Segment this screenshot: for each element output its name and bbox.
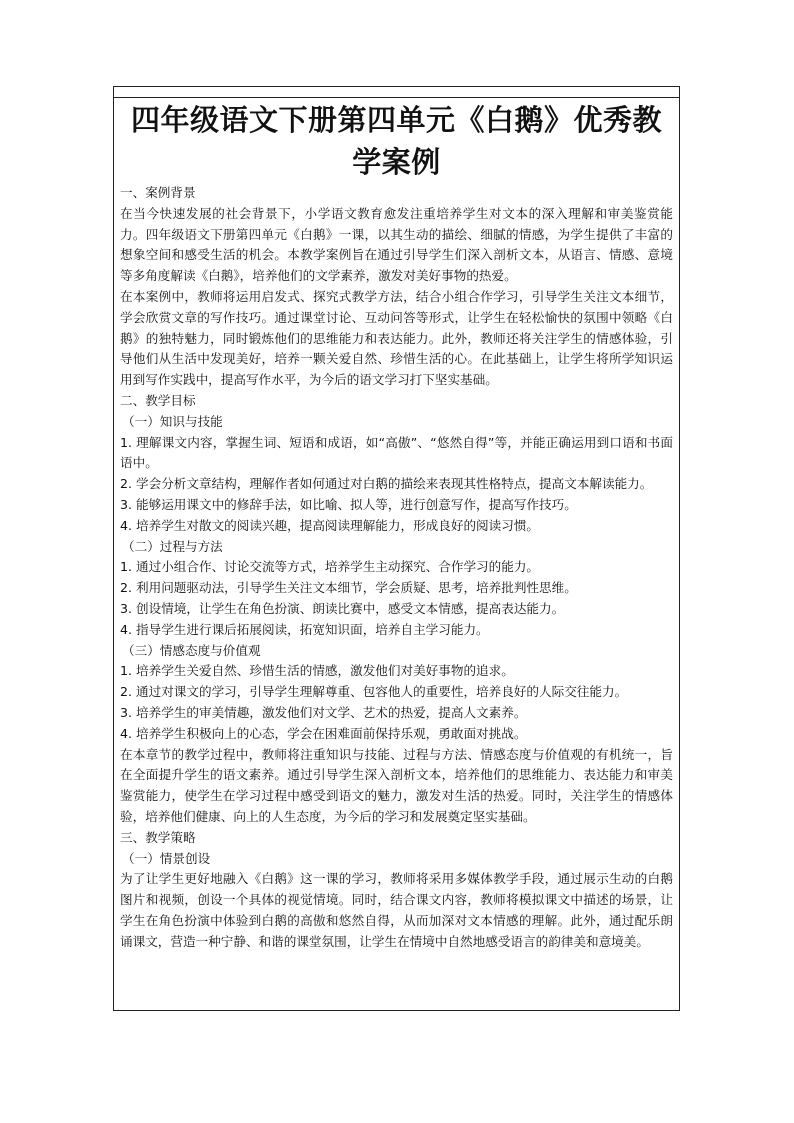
list-item: 3. 创设情境，让学生在角色扮演、朗读比赛中，感受文本情感，提高表达能力。: [120, 600, 565, 616]
list-item: 4. 培养学生对散文的阅读兴趣，提高阅读理解能力，形成良好的阅读习惯。: [120, 517, 540, 533]
subheading-process-methods: （二）过程与方法: [122, 538, 223, 554]
list-item: 2. 利用问题驱动法，引导学生关注文本细节，学会质疑、思考，培养批判性思维。: [120, 580, 577, 596]
background-paragraph-2: 在本案例中，教师将运用启发式、探究式教学方法，结合小组合作学习，引导学生关注文本细节，学会欣赏文章的写作技巧。通过课堂讨论、互动问答等形式，让学生在轻松愉快的氛围中领略《白鹅》的独特魅力，同时锻炼他们的思维能力和表达能力。此外，教师还将关注学生的情感体验，引导他们从生活中发现美好，培养一颗关爱自然、珍惜生活的心。在此基础上，让学生将所学知识运用到写作实践中，提高写作水平，为今后的语文学习打下坚实基础。: [120, 288, 673, 388]
list-item: 4. 培养学生积极向上的心态，学会在困难面前保持乐观，勇敢面对挑战。: [120, 725, 527, 741]
list-item: 4. 指导学生进行课后拓展阅读，拓宽知识面，培养自主学习能力。: [120, 621, 489, 637]
objectives-closing-paragraph: 在本章节的教学过程中，教师将注重知识与技能、过程与方法、情感态度与价值观的有机统一，旨在全面提升学生的语文素养。通过引导学生深入剖析文本，培养他们的思维能力、表达能力和审美鉴赏能力，使学生在学习过程中感受到语文的魅力，激发对生活的热爱。同时，关注学生的情感体验，培养他们健康、向上的人生态度，为今后的学习和发展奠定坚实基础。: [120, 746, 673, 824]
subheading-knowledge-skills: （一）知识与技能: [122, 413, 223, 429]
top-rule: [114, 97, 679, 98]
document-content: [120, 99, 673, 952]
document-frame: [113, 86, 680, 1011]
background-paragraph-1: 在当今快速发展的社会背景下，小学语文教育愈发注重培养学生对文本的深入理解和审美鉴赏能力。四年级语文下册第四单元《白鹅》一课，以其生动的描绘、细腻的情感，为学生提供了丰富的想象空间和感受生活的机会。本教学案例旨在通过引导学生们深入剖析文本，从语言、情感、意境等多角度解读《白鹅》，培养他们的文学素养，激发对美好事物的热爱。: [120, 205, 673, 284]
list-item: 3. 培养学生的审美情趣，激发他们对文学、艺术的热爱，提高人文素养。: [120, 704, 527, 720]
subheading-scenario-creation: （一）情景创设: [122, 850, 211, 866]
list-item: 2. 学会分析文章结构，理解作者如何通过对白鹅的描绘来表现其性格特点，提高文本解读能力。: [120, 476, 653, 492]
scenario-paragraph: 为了让学生更好地融入《白鹅》这一课的学习，教师将采用多媒体教学手段，通过展示生动的白鹅图片和视频，创设一个具体的视觉情境。同时，结合课文内容，教师将模拟课文中描述的场景，让学生在角色扮演中体验到白鹅的高傲和悠然自得，从而加深对文本情感的理解。此外，通过配乐朗诵课文，营造一种宁静、和谐的课堂氛围，让学生在情境中自然地感受语言的韵律美和意境美。: [120, 871, 673, 949]
list-item: 1. 理解课文内容，掌握生词、短语和成语，如“高傲”、“悠然自得”等，并能正确运用到口语和书面语中。: [120, 434, 673, 471]
section-heading-background: 一、案例背景: [120, 185, 196, 200]
list-item: 1. 通过小组合作、讨论交流等方式，培养学生主动探究、合作学习的能力。: [120, 559, 540, 575]
section-heading-objectives: 二、教学目标: [120, 392, 196, 408]
list-item: 2. 通过对课文的学习，引导学生理解尊重、包容他人的重要性，培养良好的人际交往能力。: [120, 684, 628, 700]
section-heading-strategies: 三、教学策略: [120, 829, 196, 845]
list-item: 1. 培养学生关爱自然、珍惜生活的情感，激发他们对美好事物的追求。: [120, 663, 514, 679]
subheading-emotion-values: （三）情感态度与价值观: [122, 642, 261, 658]
list-item: 3. 能够运用课文中的修辞手法，如比喻、拟人等，进行创意写作，提高写作技巧。: [120, 496, 577, 512]
document-title: 四年级语文下册第四单元《白鹅》优秀教学案例: [130, 103, 662, 179]
